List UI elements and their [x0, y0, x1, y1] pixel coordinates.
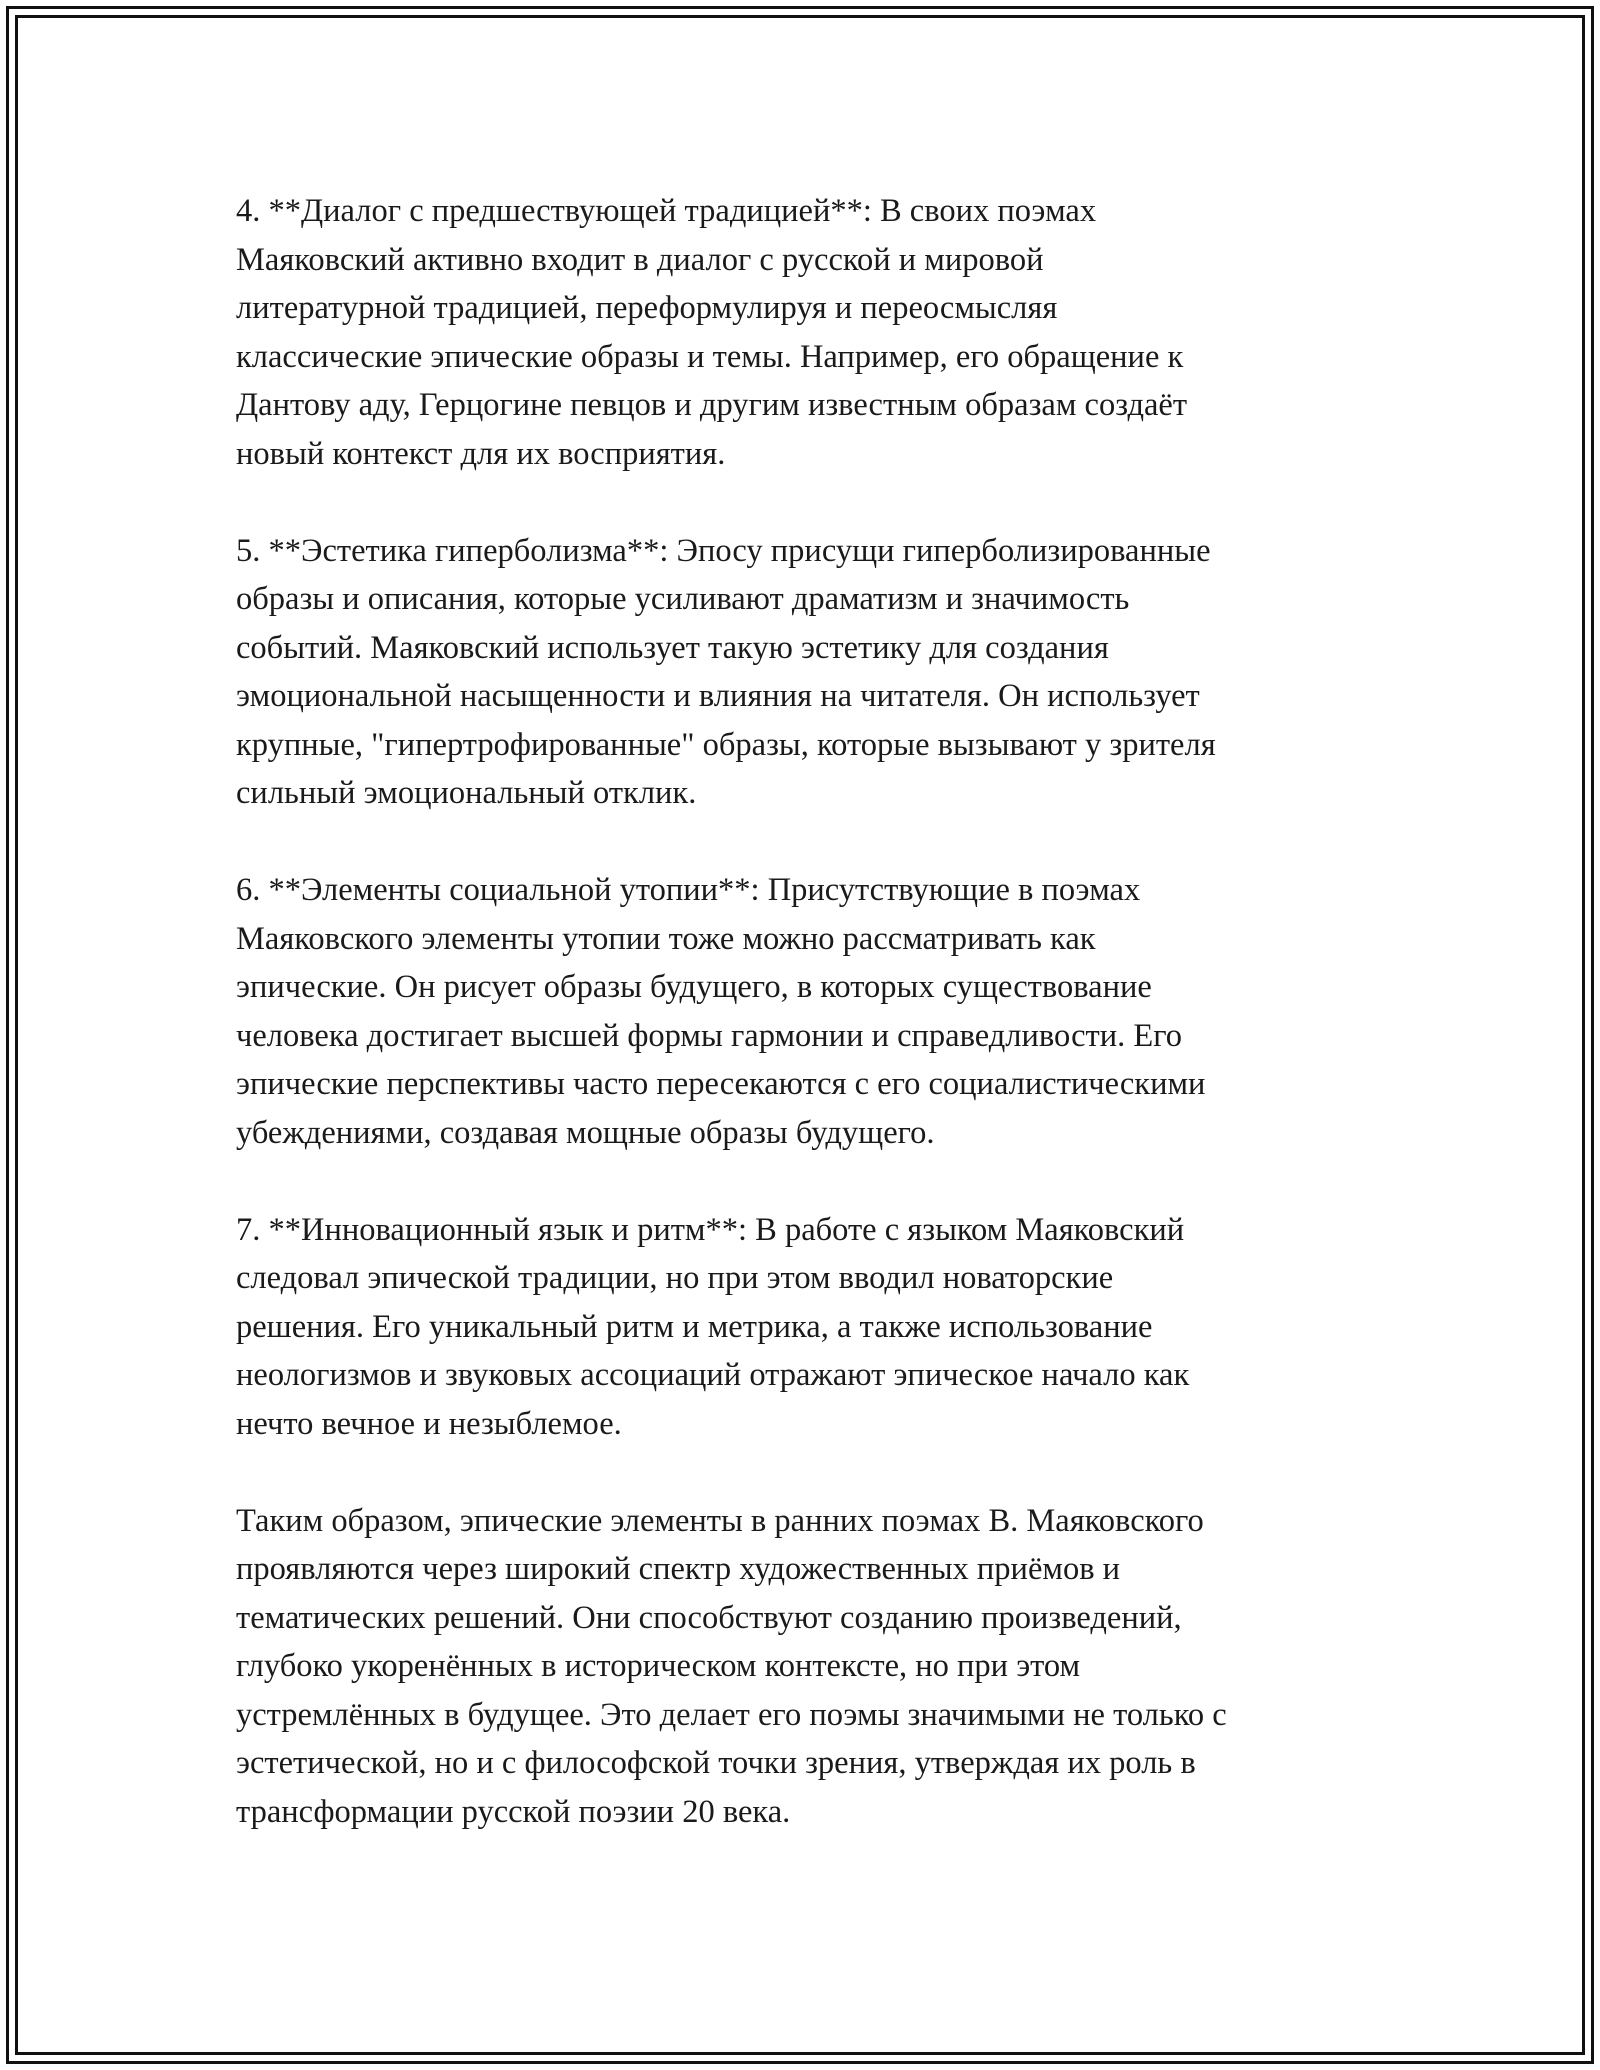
paragraph-conclusion: Таким образом, эпические элементы в ранних поэмах В. Маяковского проявляются через широкий спектр художественных приёмов и тематических решений. Они способствуют созданию произведений, глубоко укоренённых в историческом контексте, но при этом устремлённых в будущее. Это делает его поэмы значимыми не только с эстетической, но и с философской точки зрения, утверждая их роль в трансформации русской поэзии 20 века. — [236, 1502, 1227, 1830]
paragraph-item-7: 7. **Инновационный язык и ритм**: В работе с языком Маяковский следовал эпической традиции, но при этом вводил новаторские решения. Его уникальный ритм и метрика, а также использование неологизмов и звуковых ассоциаций отражают эпическое начало как нечто вечное и незыблемое. — [236, 1211, 1190, 1442]
paragraph-item-5: 5. **Эстетика гиперболизма**: Эпосу присущи гиперболизированные образы и описания, которые усиливают драматизм и значимость событий. Маяковский использует такую эстетику для создания эмоциональной насыщенности и влияния на читателя. Он использует крупные, "гипертрофированные" образы, которые вызывают у зрителя сильный эмоциональный отклик. — [236, 532, 1216, 811]
paragraph-item-6: 6. **Элементы социальной утопии**: Присутствующие в поэмах Маяковского элементы утопии тоже можно рассматривать как эпические. Он рисует образы будущего, в которых существование человека достигает высшей формы гармонии и справедливости. Его эпические перспективы часто пересекаются с его социалистическими убеждениями, создавая мощные образы будущего. — [236, 872, 1206, 1151]
paragraph-item-4: 4. **Диалог с предшествующей традицией**: В своих поэмах Маяковский активно входит в диалог с русской и мировой литературной традицией, переформулируя и переосмысляя классические эпические образы и темы. Например, его обращение к Дантову аду, Герцогине певцов и другим известным образам создаёт новый контекст для их восприятия. — [236, 193, 1188, 472]
document-body — [236, 187, 1376, 1836]
